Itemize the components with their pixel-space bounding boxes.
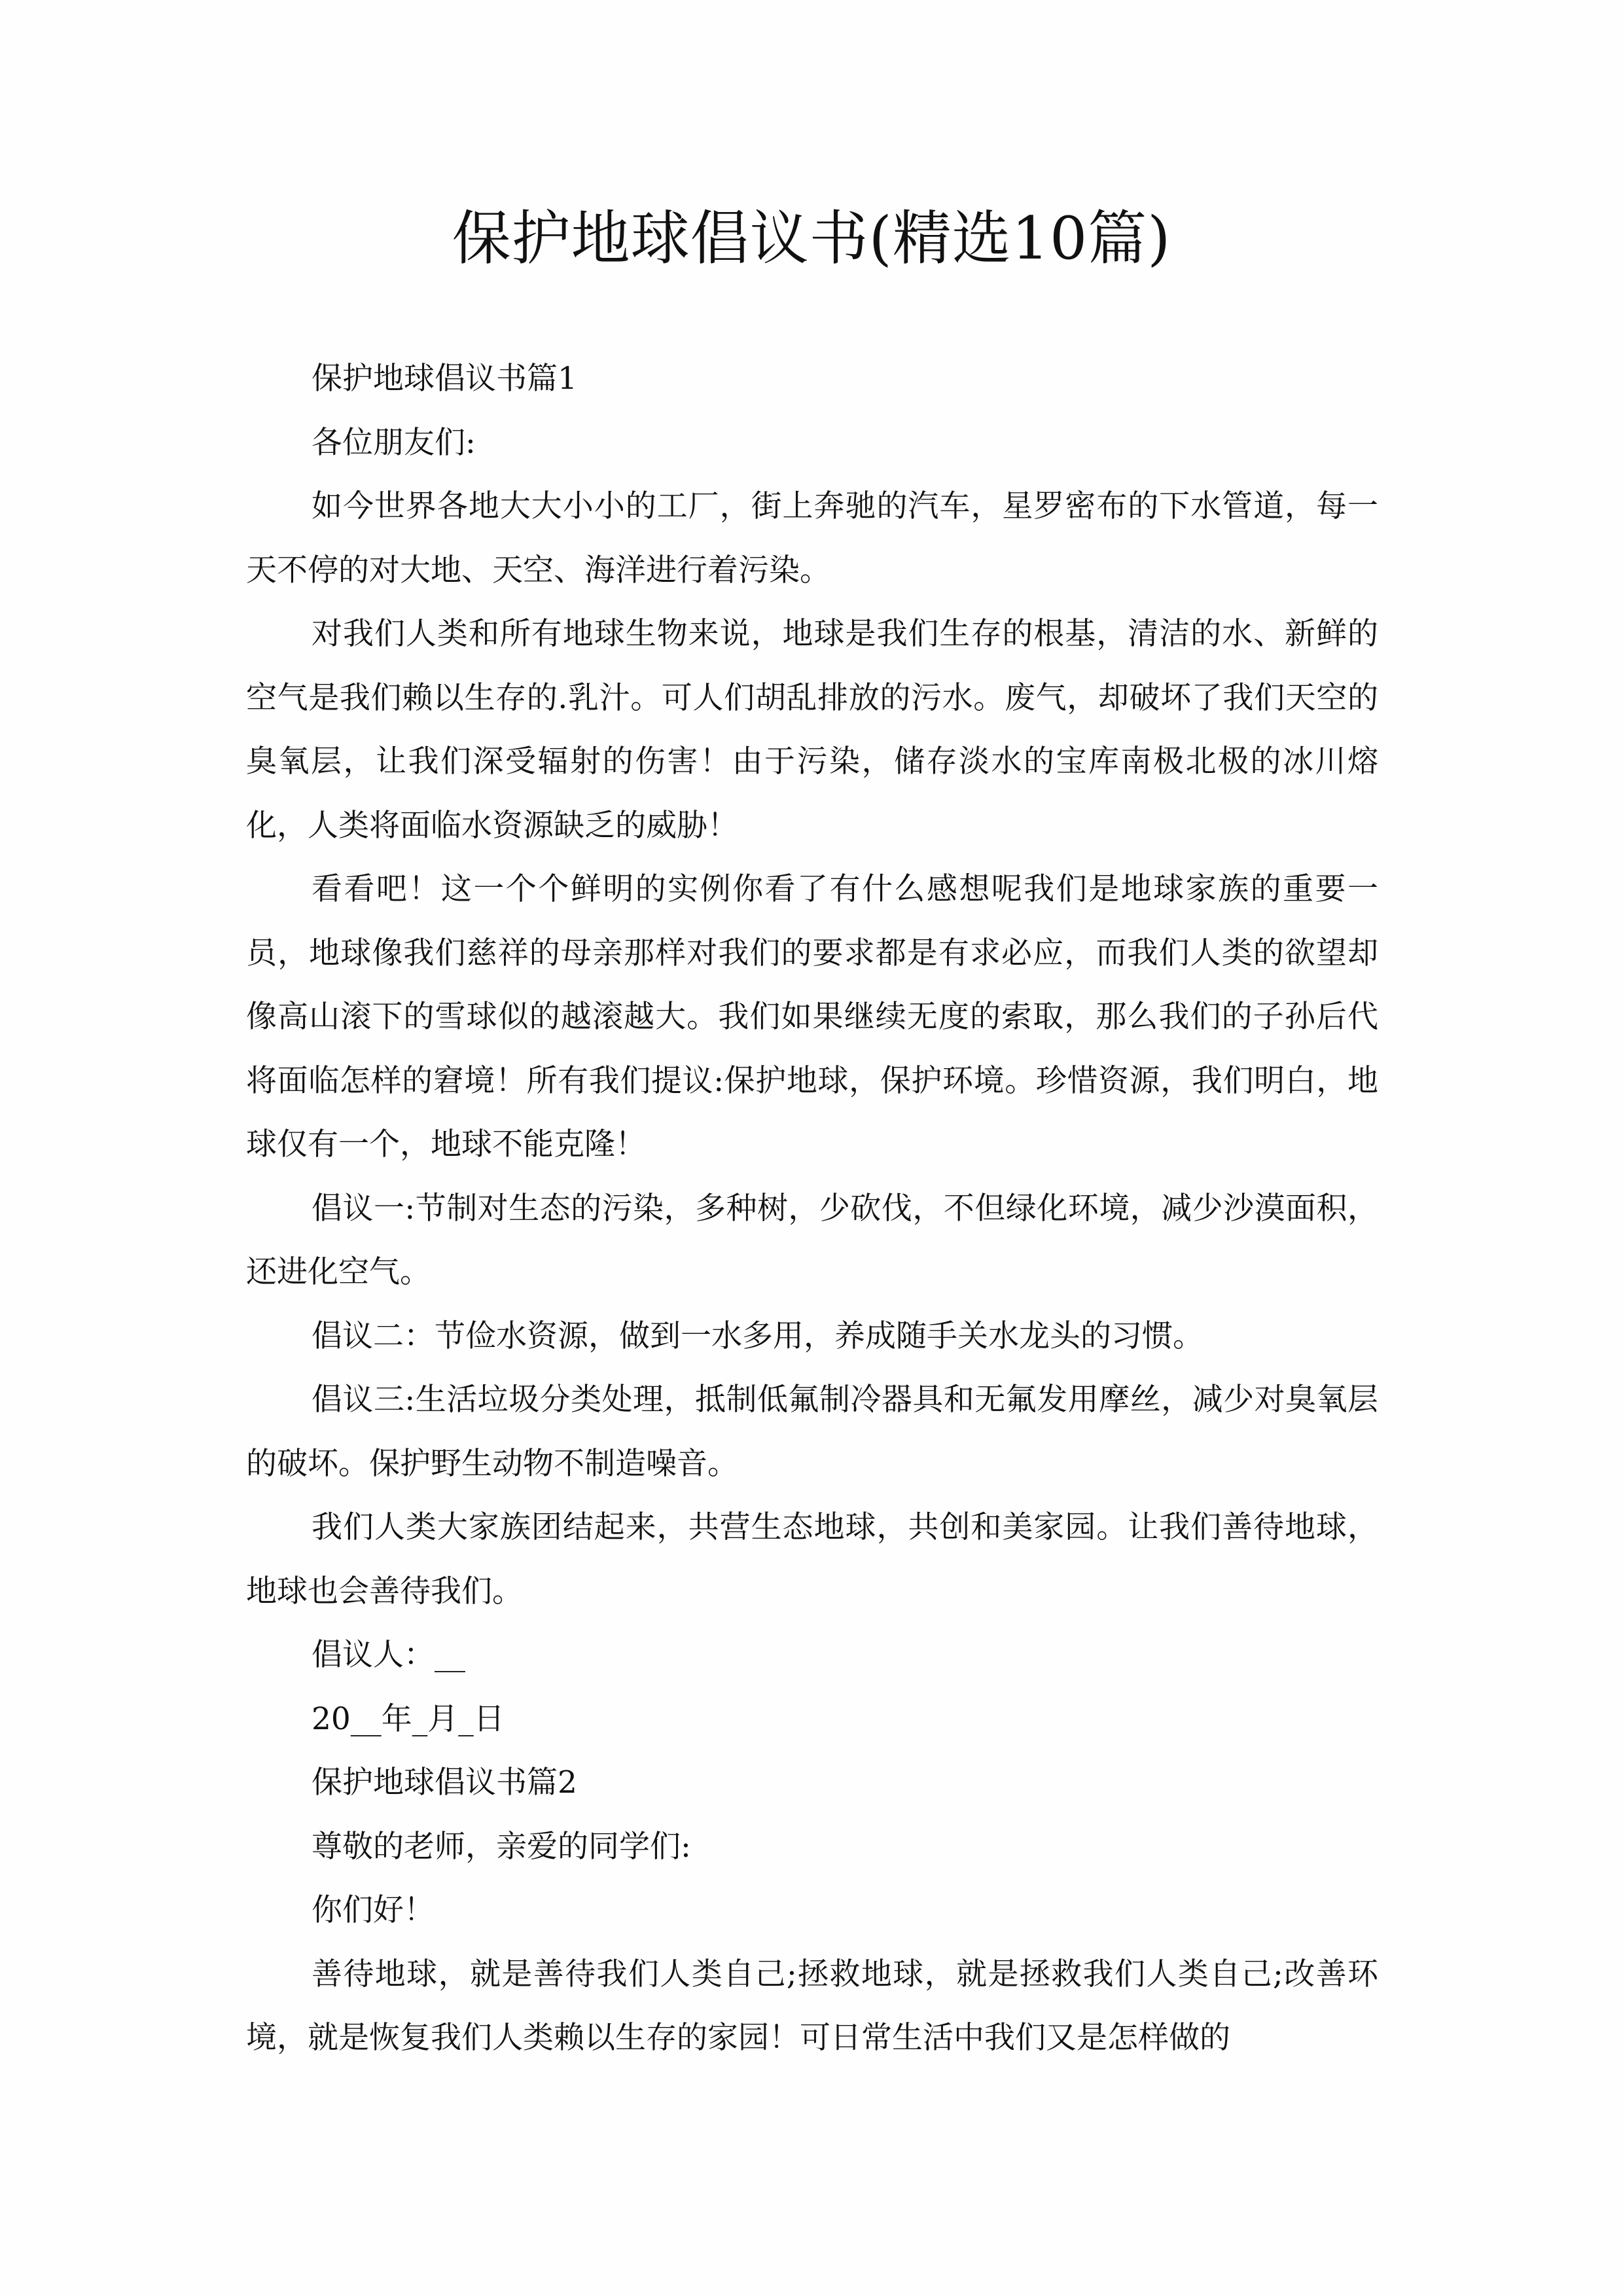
closing-paragraph: 我们人类大家族团结起来，共营生态地球，共创和美家园。让我们善待地球，地球也会善待我们。 [246,1509,1378,1609]
salutation: 各位朋友们: [312,424,476,461]
proposal-item-1: 倡议一:节制对生态的污染，多种树，少砍伐，不但绿化环境，减少沙漠面积，还进化空气。 [246,1190,1378,1290]
section-heading-1: 保护地球倡议书篇1 [312,361,577,397]
proposal-item-3: 倡议三:生活垃圾分类处理，抵制低氟制冷器具和无氟发用摩丝，减少对臭氧层的破坏。保护野生动物不制造噪音。 [246,1382,1378,1482]
document-title: 保护地球倡议书(精选10篇) [452,204,1171,273]
date-line: 20__年_月_日 [312,1700,505,1737]
section-heading-2: 保护地球倡议书篇2 [312,1765,577,1801]
greeting: 你们好！ [312,1892,435,1928]
salutation: 尊敬的老师，亲爱的同学们: [312,1828,691,1865]
document-body [246,347,1378,2070]
body-paragraph: 对我们人类和所有地球生物来说，地球是我们生存的根基，清洁的水、新鲜的空气是我们赖以生存的.乳汁。可人们胡乱排放的污水。废气，却破坏了我们天空的臭氧层，让我们深受辐射的伤害！由于污染，储存淡水的宝库南极北极的冰川熔化，人类将面临水资源缺乏的威胁！ [246,616,1378,844]
signature-line: 倡议人：__ [312,1637,465,1673]
body-paragraph: 如今世界各地大大小小的工厂，街上奔驰的汽车，星罗密布的下水管道，每一天不停的对大地、天空、海洋进行着污染。 [246,488,1378,588]
proposal-item-2: 倡议二：节俭水资源，做到一水多用，养成随手关水龙头的习惯。 [312,1318,1204,1354]
body-paragraph: 看看吧！这一个个鲜明的实例你看了有什么感想呢我们是地球家族的重要一员，地球像我们慈祥的母亲那样对我们的要求都是有求必应，而我们人类的欲望却像高山滚下的雪球似的越滚越大。我们如果继续无度的索取，那么我们的子孙后代将面临怎样的窘境！所有我们提议:保护地球，保护环境。珍惜资源，我们明白，地球仅有一个，地球不能克隆！ [246,871,1378,1162]
body-paragraph: 善待地球，就是善待我们人类自己;拯救地球，就是拯救我们人类自己;改善环境，就是恢复我们人类赖以生存的家园！可日常生活中我们又是怎样做的 [246,1956,1378,2056]
